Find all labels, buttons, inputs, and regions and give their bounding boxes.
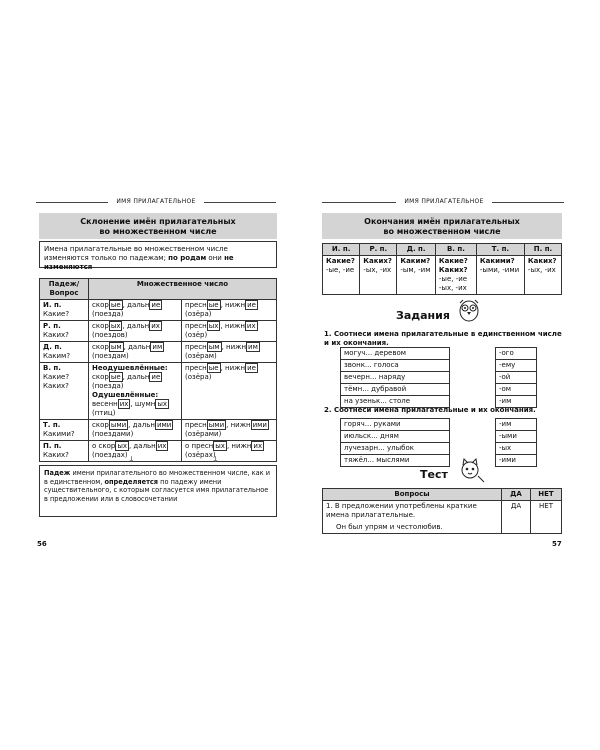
right-page-number: 57	[552, 540, 562, 548]
left-title-box	[39, 213, 277, 239]
endings-head: В. п.	[435, 244, 476, 256]
arrow-down-icon: ↓	[212, 455, 219, 464]
col-case: Падеж/ Вопрос	[40, 279, 89, 300]
left-page-number: 56	[37, 540, 47, 548]
list-item: горяч... руками	[341, 419, 450, 431]
list-item: -ими	[496, 455, 537, 467]
list-item: -ыми	[496, 431, 537, 443]
endings-head: Р. п.	[360, 244, 397, 256]
list-item: звонк... голоса	[341, 360, 450, 372]
answer-no[interactable]: НЕТ	[531, 501, 562, 534]
table-row: Д. п. Каким? скор ым , дальн им (поездам) пресн ым , нижн им (озёрам)	[40, 342, 277, 363]
test-col-no: НЕТ	[531, 489, 562, 501]
list-item: -ых	[496, 443, 537, 455]
table-row: В. п. Какие? Каких? Неодушевлённые: скор ые , дальн ие (поезда) Одушевлённые: весенн их , шумн ых (птиц) пресн ые , нижн ие (озёра)	[40, 363, 277, 420]
list-item: -ого	[496, 348, 537, 360]
intro-box: Имена прилагательные во множественном числе изменяются только по падежам; по родам они не изменяются	[39, 241, 277, 268]
list-item: -ом	[496, 384, 537, 396]
test-table	[322, 488, 562, 534]
task2-phrases	[340, 418, 450, 467]
list-item: июльск... дням	[341, 431, 450, 443]
list-item: -им	[496, 396, 537, 408]
task2-endings	[495, 418, 537, 467]
endings-table	[322, 243, 562, 295]
declension-table	[39, 278, 277, 462]
table-row: Р. п. Каких? скор ых , дальн их (поездов) пресн ых , нижн их (озёр)	[40, 321, 277, 342]
list-item: -ой	[496, 372, 537, 384]
right-title-box	[322, 213, 562, 239]
left-title-line1: Склонение имён прилагательных	[80, 217, 236, 226]
endings-head: П. п.	[524, 244, 561, 256]
test-col-questions: Вопросы	[323, 489, 502, 501]
col-plural: Множественное число	[89, 279, 277, 300]
list-item: -ему	[496, 360, 537, 372]
list-item: вечерн... наряду	[341, 372, 450, 384]
right-title-line2: во множественном числе	[383, 227, 501, 236]
tasks-title: Задания	[396, 309, 450, 322]
owl-icon	[454, 297, 484, 323]
task2-text: 2. Соотнеси имена прилагательные и их окончания.	[324, 406, 536, 414]
endings-head: И. п.	[323, 244, 360, 256]
list-item: могуч... деревом	[341, 348, 450, 360]
left-title-line2: во множественном числе	[99, 227, 217, 236]
task1-text: 1. Соотнеси имена прилагательные в единственном числе и их окончания.	[324, 330, 562, 347]
table-row: И. п. Какие? скор ые , дальн ие (поезда) пресн ые , нижн ие (озёра)	[40, 300, 277, 321]
right-title-line1: Окончания имён прилагательных	[364, 217, 520, 226]
list-item: на узеньк... столе	[341, 396, 450, 408]
table-row: Какие? -ые, -ие Каких? -ых, -их Каким? -ым, -им Какие? Каких? -ые, -ие -ых, -их Какими? -ыми, -ими Каких? -ых, -их	[323, 256, 562, 295]
list-item: -им	[496, 419, 537, 431]
right-running-header: ИМЯ ПРИЛАГАТЕЛЬНОЕ	[404, 198, 484, 205]
endings-head: Т. п.	[476, 244, 524, 256]
left-running-header: ИМЯ ПРИЛАГАТЕЛЬНОЕ	[116, 198, 196, 205]
arrow-down-icon: ↓	[128, 455, 135, 464]
table-row: П. п. Каких? о скор ых , дальн их (поездах) о пресн ых , нижн их (озёрах)	[40, 441, 277, 462]
test-col-yes: ДА	[502, 489, 531, 501]
table-row: 1. В предложении употреблены краткие имена прилагательные. Он был упрям и честолюбив. ДА НЕТ	[323, 501, 562, 534]
answer-yes[interactable]: ДА	[502, 501, 531, 534]
endings-head: Д. п.	[397, 244, 436, 256]
cat-icon	[456, 458, 486, 484]
rule-box: Падеж имени прилагательного во множественном числе, как и в единственном, определяется по падежу имени существительного, с которым согласуется имя прилагательное в предложении или в словосочетании	[39, 465, 277, 517]
table-row: Т. п. Какими? скор ыми , дальн ими (поездами) пресн ыми , нижн ими (озёрами)	[40, 420, 277, 441]
list-item: лучезарн... улыбок	[341, 443, 450, 455]
list-item: тёмн... дубравой	[341, 384, 450, 396]
list-item: тяжёл... мыслями	[341, 455, 450, 467]
task1-phrases	[340, 347, 450, 408]
task1-endings	[495, 347, 537, 408]
test-title: Тест	[420, 468, 448, 481]
